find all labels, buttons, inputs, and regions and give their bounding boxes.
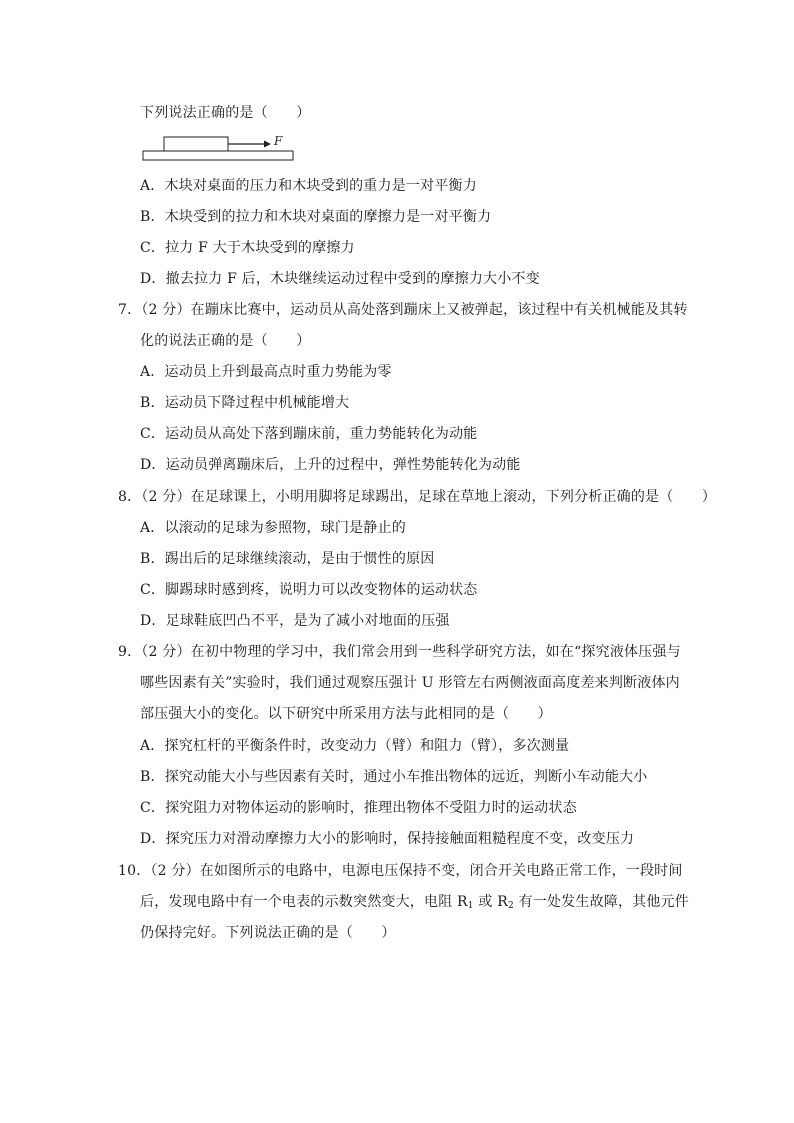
table	[143, 151, 293, 160]
q9-option-a: A．探究杠杆的平衡条件时，改变动力（臂）和阻力（臂），多次测量	[140, 738, 570, 754]
q8-option-a: A．以滚动的足球为参照物，球门是静止的	[140, 520, 406, 536]
q6-option-a: A．木块对桌面的压力和木块受到的重力是一对平衡力	[140, 178, 477, 194]
q6-option-b: B．木块受到的拉力和木块对桌面的摩擦力是一对平衡力	[140, 209, 492, 225]
q7-option-b: B．运动员下降过程中机械能增大	[140, 395, 350, 411]
q9-option-c: C．探究阻力对物体运动的影响时，推理出物体不受阻力时的运动状态	[140, 800, 577, 816]
q9-option-d: D．探究压力对滑动摩擦力大小的影响时，保持接触面粗糙程度不变，改变压力	[140, 831, 635, 847]
q9-stem-line3: 部压强大小的变化。以下研究中所采用方法与此相同的是（ ）	[140, 706, 552, 722]
force-label: F	[274, 134, 283, 148]
q10-stem-line1: 10．（2 分）在如图所示的电路中，电源电压保持不变，闭合开关电路正常工作，一段时间	[118, 863, 683, 879]
resistor-2-subscript: 2	[507, 901, 514, 911]
resistor-1-subscript: 1	[467, 901, 474, 911]
q10-line2-part-a: 后，发现电路中有一个电表的示数突然变大，电阻 R	[140, 894, 468, 910]
q10-stem-line2	[140, 893, 689, 915]
q7-option-a: A．运动员上升到最高点时重力势能为零	[140, 364, 392, 380]
arrow-head-icon	[264, 141, 271, 148]
q7-stem-line1: 7．（2 分）在蹦床比赛中，运动员从高处落到蹦床上又被弹起，该过程中有关机械能及其转	[118, 302, 688, 318]
q9-stem-line2: 哪些因素有关”实验时，我们通过观察压强计 U 形管左右两侧液面高度差来判断液体内	[140, 675, 680, 691]
q10-line2-part-b: 或 R	[473, 894, 508, 910]
block	[164, 137, 228, 151]
q10-line2-part-c: 有一处发生故障，其他元件	[513, 894, 689, 910]
block-on-table-figure	[140, 130, 300, 164]
q10-stem-line3: 仍保持完好。下列说法正确的是（ ）	[140, 925, 396, 941]
q8-stem-line1: 8．（2 分）在足球课上，小明用脚将足球踢出，足球在草地上滚动，下列分析正确的是（ ）	[118, 489, 717, 505]
q6-option-d: D．撤去拉力 F 后，木块继续运动过程中受到的摩擦力大小不变	[140, 271, 540, 287]
q7-option-c: C．运动员从高处下落到蹦床前，重力势能转化为动能	[140, 426, 478, 442]
q6-option-c: C．拉力 F 大于木块受到的摩擦力	[140, 240, 355, 256]
q8-option-d: D．足球鞋底凹凸不平，是为了减小对地面的压强	[140, 613, 450, 629]
q9-option-b: B．探究动能大小与些因素有关时，通过小车推出物体的远近，判断小车动能大小	[140, 769, 648, 785]
q8-option-b: B．踢出后的足球继续滚动，是由于惯性的原因	[140, 551, 435, 567]
q7-stem-line2: 化的说法正确的是（ ）	[140, 333, 311, 349]
q8-option-c: C．脚踢球时感到疼，说明力可以改变物体的运动状态	[140, 582, 478, 598]
q6-stem-tail: 下列说法正确的是（ ）	[140, 105, 311, 121]
q9-stem-line1: 9．（2 分）在初中物理的学习中，我们常会用到一些科学研究方法，如在“探究液体压强与	[118, 644, 681, 660]
q7-option-d: D．运动员弹离蹦床后，上升的过程中，弹性势能转化为动能	[140, 457, 521, 473]
